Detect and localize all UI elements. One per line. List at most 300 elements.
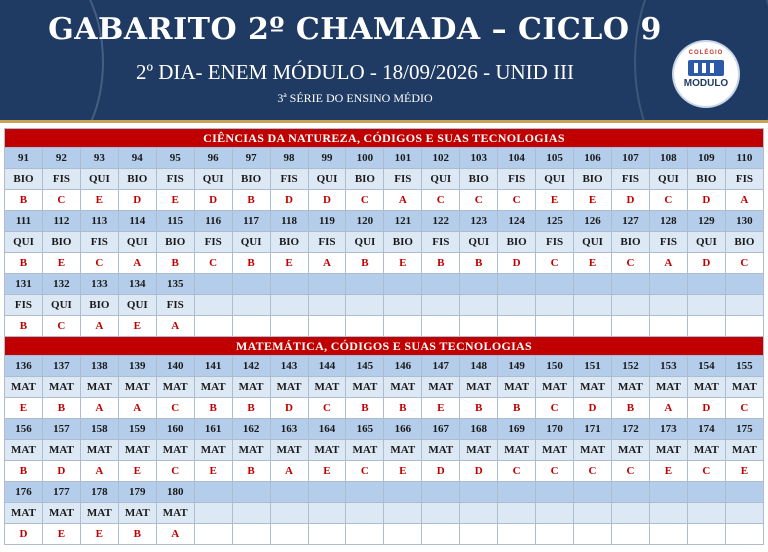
subject-cell: MAT [156, 503, 194, 524]
question-number-cell: 112 [42, 211, 80, 232]
empty-cell [725, 274, 763, 295]
empty-cell [270, 524, 308, 545]
answer-cell: B [156, 253, 194, 274]
question-number-cell: 92 [42, 148, 80, 169]
question-number-cell: 160 [156, 419, 194, 440]
question-number-cell: 131 [5, 274, 43, 295]
answer-cell: C [687, 461, 725, 482]
empty-cell [422, 316, 460, 337]
subject-cell: QUI [194, 169, 232, 190]
answer-cell: E [270, 253, 308, 274]
subject-cell: FIS [42, 169, 80, 190]
question-number-cell: 100 [346, 148, 384, 169]
answer-cell: E [194, 461, 232, 482]
subject-row [5, 232, 764, 253]
empty-cell [536, 295, 574, 316]
empty-cell [687, 482, 725, 503]
answer-cell: B [422, 253, 460, 274]
question-number-cell: 171 [574, 419, 612, 440]
question-number-cell: 176 [5, 482, 43, 503]
empty-cell [194, 524, 232, 545]
empty-cell [384, 295, 422, 316]
answer-cell: C [725, 398, 763, 419]
subject-cell: QUI [42, 295, 80, 316]
subject-cell: MAT [80, 440, 118, 461]
question-number-cell: 138 [80, 356, 118, 377]
section-header [5, 129, 764, 148]
answer-cell: A [118, 253, 156, 274]
subject-cell: MAT [5, 377, 43, 398]
subject-cell: FIS [536, 232, 574, 253]
subject-cell: MAT [156, 377, 194, 398]
subject-cell: MAT [460, 440, 498, 461]
answer-cell: A [725, 190, 763, 211]
empty-cell [574, 524, 612, 545]
question-number-cell: 118 [270, 211, 308, 232]
answer-cell: E [118, 316, 156, 337]
answer-cell: E [725, 461, 763, 482]
subject-cell: QUI [118, 295, 156, 316]
answer-cell: C [498, 461, 536, 482]
subject-cell: FIS [80, 232, 118, 253]
answer-cell: C [346, 461, 384, 482]
question-number-cell: 152 [612, 356, 650, 377]
question-number-cell: 99 [308, 148, 346, 169]
empty-cell [687, 274, 725, 295]
empty-cell [346, 524, 384, 545]
question-number-cell: 113 [80, 211, 118, 232]
empty-cell [536, 274, 574, 295]
question-number-cell: 137 [42, 356, 80, 377]
question-number-cell: 91 [5, 148, 43, 169]
subject-row [5, 377, 764, 398]
question-number-cell: 128 [649, 211, 687, 232]
question-number-cell: 156 [5, 419, 43, 440]
question-number-cell: 153 [649, 356, 687, 377]
empty-cell [384, 274, 422, 295]
question-number-cell: 177 [42, 482, 80, 503]
answer-cell: C [725, 253, 763, 274]
subject-cell: FIS [308, 232, 346, 253]
empty-cell [536, 482, 574, 503]
subject-cell: QUI [422, 169, 460, 190]
subject-cell: MAT [460, 377, 498, 398]
empty-cell [649, 503, 687, 524]
question-number-cell: 116 [194, 211, 232, 232]
answer-cell: E [80, 524, 118, 545]
subject-cell: MAT [725, 377, 763, 398]
empty-cell [384, 316, 422, 337]
subject-row [5, 440, 764, 461]
answer-cell: C [308, 398, 346, 419]
answer-cell: C [80, 253, 118, 274]
answer-row [5, 316, 764, 337]
question-number-cell: 125 [536, 211, 574, 232]
subject-cell: MAT [422, 440, 460, 461]
subject-cell: MAT [118, 503, 156, 524]
answer-row [5, 253, 764, 274]
answer-cell: A [80, 461, 118, 482]
empty-cell [422, 524, 460, 545]
question-number-cell: 172 [612, 419, 650, 440]
answer-cell: D [574, 398, 612, 419]
subject-cell: FIS [5, 295, 43, 316]
answer-cell: D [687, 190, 725, 211]
header-banner [0, 0, 768, 123]
question-number-cell: 105 [536, 148, 574, 169]
question-number-cell: 179 [118, 482, 156, 503]
answer-cell: A [649, 398, 687, 419]
subject-cell: MAT [649, 440, 687, 461]
subject-cell: MAT [308, 377, 346, 398]
answer-cell: D [422, 461, 460, 482]
question-number-cell: 165 [346, 419, 384, 440]
question-number-cell: 161 [194, 419, 232, 440]
answer-cell: E [422, 398, 460, 419]
question-number-cell: 180 [156, 482, 194, 503]
question-number-cell: 124 [498, 211, 536, 232]
subject-cell: MAT [308, 440, 346, 461]
answer-cell: E [118, 461, 156, 482]
answer-cell: B [498, 398, 536, 419]
subject-cell: MAT [270, 377, 308, 398]
question-number-cell: 147 [422, 356, 460, 377]
subject-cell: MAT [574, 440, 612, 461]
answer-cell: A [308, 253, 346, 274]
subject-row [5, 169, 764, 190]
question-number-cell: 102 [422, 148, 460, 169]
question-number-cell: 109 [687, 148, 725, 169]
subject-cell: MAT [536, 377, 574, 398]
empty-cell [460, 295, 498, 316]
question-number-cell: 148 [460, 356, 498, 377]
answer-cell: D [498, 253, 536, 274]
subject-cell: BIO [42, 232, 80, 253]
subject-cell: MAT [687, 377, 725, 398]
subject-cell: QUI [687, 232, 725, 253]
question-number-cell: 129 [687, 211, 725, 232]
empty-cell [498, 503, 536, 524]
subject-cell: MAT [42, 503, 80, 524]
answer-cell: B [5, 253, 43, 274]
question-number-cell: 132 [42, 274, 80, 295]
empty-cell [725, 295, 763, 316]
question-number-cell: 178 [80, 482, 118, 503]
answer-cell: B [42, 398, 80, 419]
subject-cell: MAT [612, 377, 650, 398]
empty-cell [346, 503, 384, 524]
empty-cell [270, 274, 308, 295]
subject-cell: MAT [5, 503, 43, 524]
question-number-cell: 149 [498, 356, 536, 377]
empty-cell [308, 524, 346, 545]
empty-cell [270, 295, 308, 316]
question-number-cell: 117 [232, 211, 270, 232]
subject-cell: QUI [346, 232, 384, 253]
answer-cell: B [5, 316, 43, 337]
empty-cell [270, 316, 308, 337]
subject-row [5, 295, 764, 316]
subject-cell: MAT [687, 440, 725, 461]
answer-cell: E [574, 190, 612, 211]
subject-cell: BIO [612, 232, 650, 253]
answer-cell: E [5, 398, 43, 419]
empty-cell [612, 503, 650, 524]
subject-cell: QUI [460, 232, 498, 253]
empty-cell [687, 316, 725, 337]
question-number-cell: 136 [5, 356, 43, 377]
empty-cell [536, 524, 574, 545]
question-number-cell: 127 [612, 211, 650, 232]
subject-cell: QUI [649, 169, 687, 190]
answer-cell: E [42, 524, 80, 545]
subject-cell: QUI [574, 232, 612, 253]
subject-cell: BIO [460, 169, 498, 190]
answer-cell: A [156, 316, 194, 337]
answer-cell: A [384, 190, 422, 211]
question-number-cell: 139 [118, 356, 156, 377]
answer-cell: C [156, 398, 194, 419]
question-number-cell: 96 [194, 148, 232, 169]
answer-key-sheet [4, 128, 764, 545]
question-number-cell: 114 [118, 211, 156, 232]
question-number-cell: 122 [422, 211, 460, 232]
empty-cell [498, 316, 536, 337]
subject-cell: MAT [232, 377, 270, 398]
answer-cell: B [612, 398, 650, 419]
subject-cell: MAT [384, 440, 422, 461]
empty-cell [460, 524, 498, 545]
question-number-cell: 175 [725, 419, 763, 440]
answer-cell: E [80, 190, 118, 211]
empty-cell [270, 482, 308, 503]
question-number-cell: 115 [156, 211, 194, 232]
subject-cell: FIS [725, 169, 763, 190]
question-number-cell: 155 [725, 356, 763, 377]
answer-cell: C [346, 190, 384, 211]
answer-cell: D [612, 190, 650, 211]
logo-name-text: MODULO [683, 78, 729, 89]
empty-cell [536, 503, 574, 524]
section-title: MATEMÁTICA, CÓDIGOS E SUAS TECNOLOGIAS [5, 337, 764, 356]
question-number-cell: 159 [118, 419, 156, 440]
empty-cell [649, 316, 687, 337]
page-title: GABARITO 2º CHAMADA – CICLO 9 [48, 12, 662, 47]
empty-cell [422, 295, 460, 316]
answer-cell: C [536, 461, 574, 482]
answer-cell: E [384, 253, 422, 274]
subject-cell: MAT [194, 440, 232, 461]
question-number-cell: 173 [649, 419, 687, 440]
answer-cell: C [649, 190, 687, 211]
subject-cell: BIO [156, 232, 194, 253]
subject-cell: QUI [118, 232, 156, 253]
answer-cell: A [118, 398, 156, 419]
answer-row [5, 398, 764, 419]
empty-cell [460, 274, 498, 295]
subject-cell: QUI [536, 169, 574, 190]
empty-cell [460, 503, 498, 524]
empty-cell [612, 524, 650, 545]
empty-cell [460, 482, 498, 503]
empty-cell [574, 482, 612, 503]
question-number-row [5, 274, 764, 295]
subject-cell: MAT [118, 377, 156, 398]
empty-cell [384, 482, 422, 503]
question-number-cell: 170 [536, 419, 574, 440]
answer-cell: D [687, 253, 725, 274]
empty-cell [649, 482, 687, 503]
empty-cell [574, 316, 612, 337]
subject-cell: MAT [232, 440, 270, 461]
answer-cell: A [80, 398, 118, 419]
empty-cell [232, 482, 270, 503]
answer-cell: E [384, 461, 422, 482]
subject-cell: FIS [649, 232, 687, 253]
question-number-row [5, 419, 764, 440]
empty-cell [574, 503, 612, 524]
empty-cell [612, 316, 650, 337]
empty-cell [536, 316, 574, 337]
empty-cell [498, 274, 536, 295]
question-number-cell: 111 [5, 211, 43, 232]
empty-cell [612, 482, 650, 503]
answer-key-table [4, 128, 764, 545]
answer-cell: D [270, 190, 308, 211]
answer-cell: C [574, 461, 612, 482]
answer-cell: B [232, 190, 270, 211]
empty-cell [232, 524, 270, 545]
question-number-cell: 110 [725, 148, 763, 169]
logo-top-text: COLÉGIO [688, 50, 724, 56]
empty-cell [649, 295, 687, 316]
empty-cell [308, 274, 346, 295]
subject-cell: FIS [612, 169, 650, 190]
subject-cell: BIO [384, 232, 422, 253]
question-number-cell: 141 [194, 356, 232, 377]
subject-cell: FIS [384, 169, 422, 190]
question-number-cell: 164 [308, 419, 346, 440]
subject-cell: BIO [118, 169, 156, 190]
question-number-cell: 145 [346, 356, 384, 377]
question-number-cell: 126 [574, 211, 612, 232]
answer-cell: B [232, 398, 270, 419]
question-number-cell: 94 [118, 148, 156, 169]
empty-cell [308, 295, 346, 316]
question-number-cell: 97 [232, 148, 270, 169]
subject-cell: MAT [574, 377, 612, 398]
subject-cell: BIO [725, 232, 763, 253]
question-number-cell: 101 [384, 148, 422, 169]
answer-cell: E [649, 461, 687, 482]
answer-cell: B [384, 398, 422, 419]
empty-cell [612, 295, 650, 316]
question-number-cell: 134 [118, 274, 156, 295]
question-number-cell: 140 [156, 356, 194, 377]
empty-cell [346, 482, 384, 503]
subject-cell: MAT [422, 377, 460, 398]
subject-cell: MAT [42, 440, 80, 461]
question-number-cell: 123 [460, 211, 498, 232]
empty-cell [725, 524, 763, 545]
question-number-cell: 143 [270, 356, 308, 377]
subject-cell: MAT [649, 377, 687, 398]
subject-cell: FIS [498, 169, 536, 190]
empty-cell [687, 295, 725, 316]
subject-cell: FIS [422, 232, 460, 253]
subject-cell: QUI [232, 232, 270, 253]
subject-cell: BIO [574, 169, 612, 190]
empty-cell [308, 316, 346, 337]
question-number-cell: 157 [42, 419, 80, 440]
answer-cell: C [612, 253, 650, 274]
empty-cell [612, 274, 650, 295]
answer-cell: C [536, 253, 574, 274]
subject-cell: QUI [308, 169, 346, 190]
answer-cell: B [346, 398, 384, 419]
subject-cell: BIO [498, 232, 536, 253]
answer-cell: C [42, 316, 80, 337]
question-number-row [5, 482, 764, 503]
subject-cell: BIO [5, 169, 43, 190]
subject-cell: FIS [270, 169, 308, 190]
empty-cell [194, 482, 232, 503]
question-number-cell: 133 [80, 274, 118, 295]
answer-cell: A [156, 524, 194, 545]
empty-cell [422, 274, 460, 295]
empty-cell [232, 503, 270, 524]
subject-cell: MAT [384, 377, 422, 398]
section-title: CIÊNCIAS DA NATUREZA, CÓDIGOS E SUAS TECNOLOGIAS [5, 129, 764, 148]
subject-cell: BIO [232, 169, 270, 190]
answer-cell: E [308, 461, 346, 482]
subject-cell: BIO [80, 295, 118, 316]
question-number-cell: 95 [156, 148, 194, 169]
answer-cell: D [42, 461, 80, 482]
subject-cell: MAT [80, 377, 118, 398]
subject-row [5, 503, 764, 524]
answer-cell: D [460, 461, 498, 482]
answer-cell: A [649, 253, 687, 274]
answer-row [5, 461, 764, 482]
subject-cell: MAT [270, 440, 308, 461]
empty-cell [308, 503, 346, 524]
answer-cell: D [118, 190, 156, 211]
answer-cell: E [574, 253, 612, 274]
empty-cell [687, 524, 725, 545]
empty-cell [270, 503, 308, 524]
empty-cell [384, 524, 422, 545]
subject-cell: MAT [536, 440, 574, 461]
answer-row [5, 524, 764, 545]
subject-cell: BIO [687, 169, 725, 190]
question-number-cell: 130 [725, 211, 763, 232]
subject-cell: FIS [156, 169, 194, 190]
empty-cell [232, 295, 270, 316]
subject-cell: MAT [612, 440, 650, 461]
answer-cell: D [270, 398, 308, 419]
question-number-cell: 144 [308, 356, 346, 377]
subject-cell: BIO [346, 169, 384, 190]
subject-cell: MAT [498, 377, 536, 398]
empty-cell [346, 316, 384, 337]
answer-cell: C [498, 190, 536, 211]
empty-cell [574, 295, 612, 316]
subject-cell: MAT [194, 377, 232, 398]
answer-cell: D [5, 524, 43, 545]
empty-cell [194, 316, 232, 337]
empty-cell [384, 503, 422, 524]
